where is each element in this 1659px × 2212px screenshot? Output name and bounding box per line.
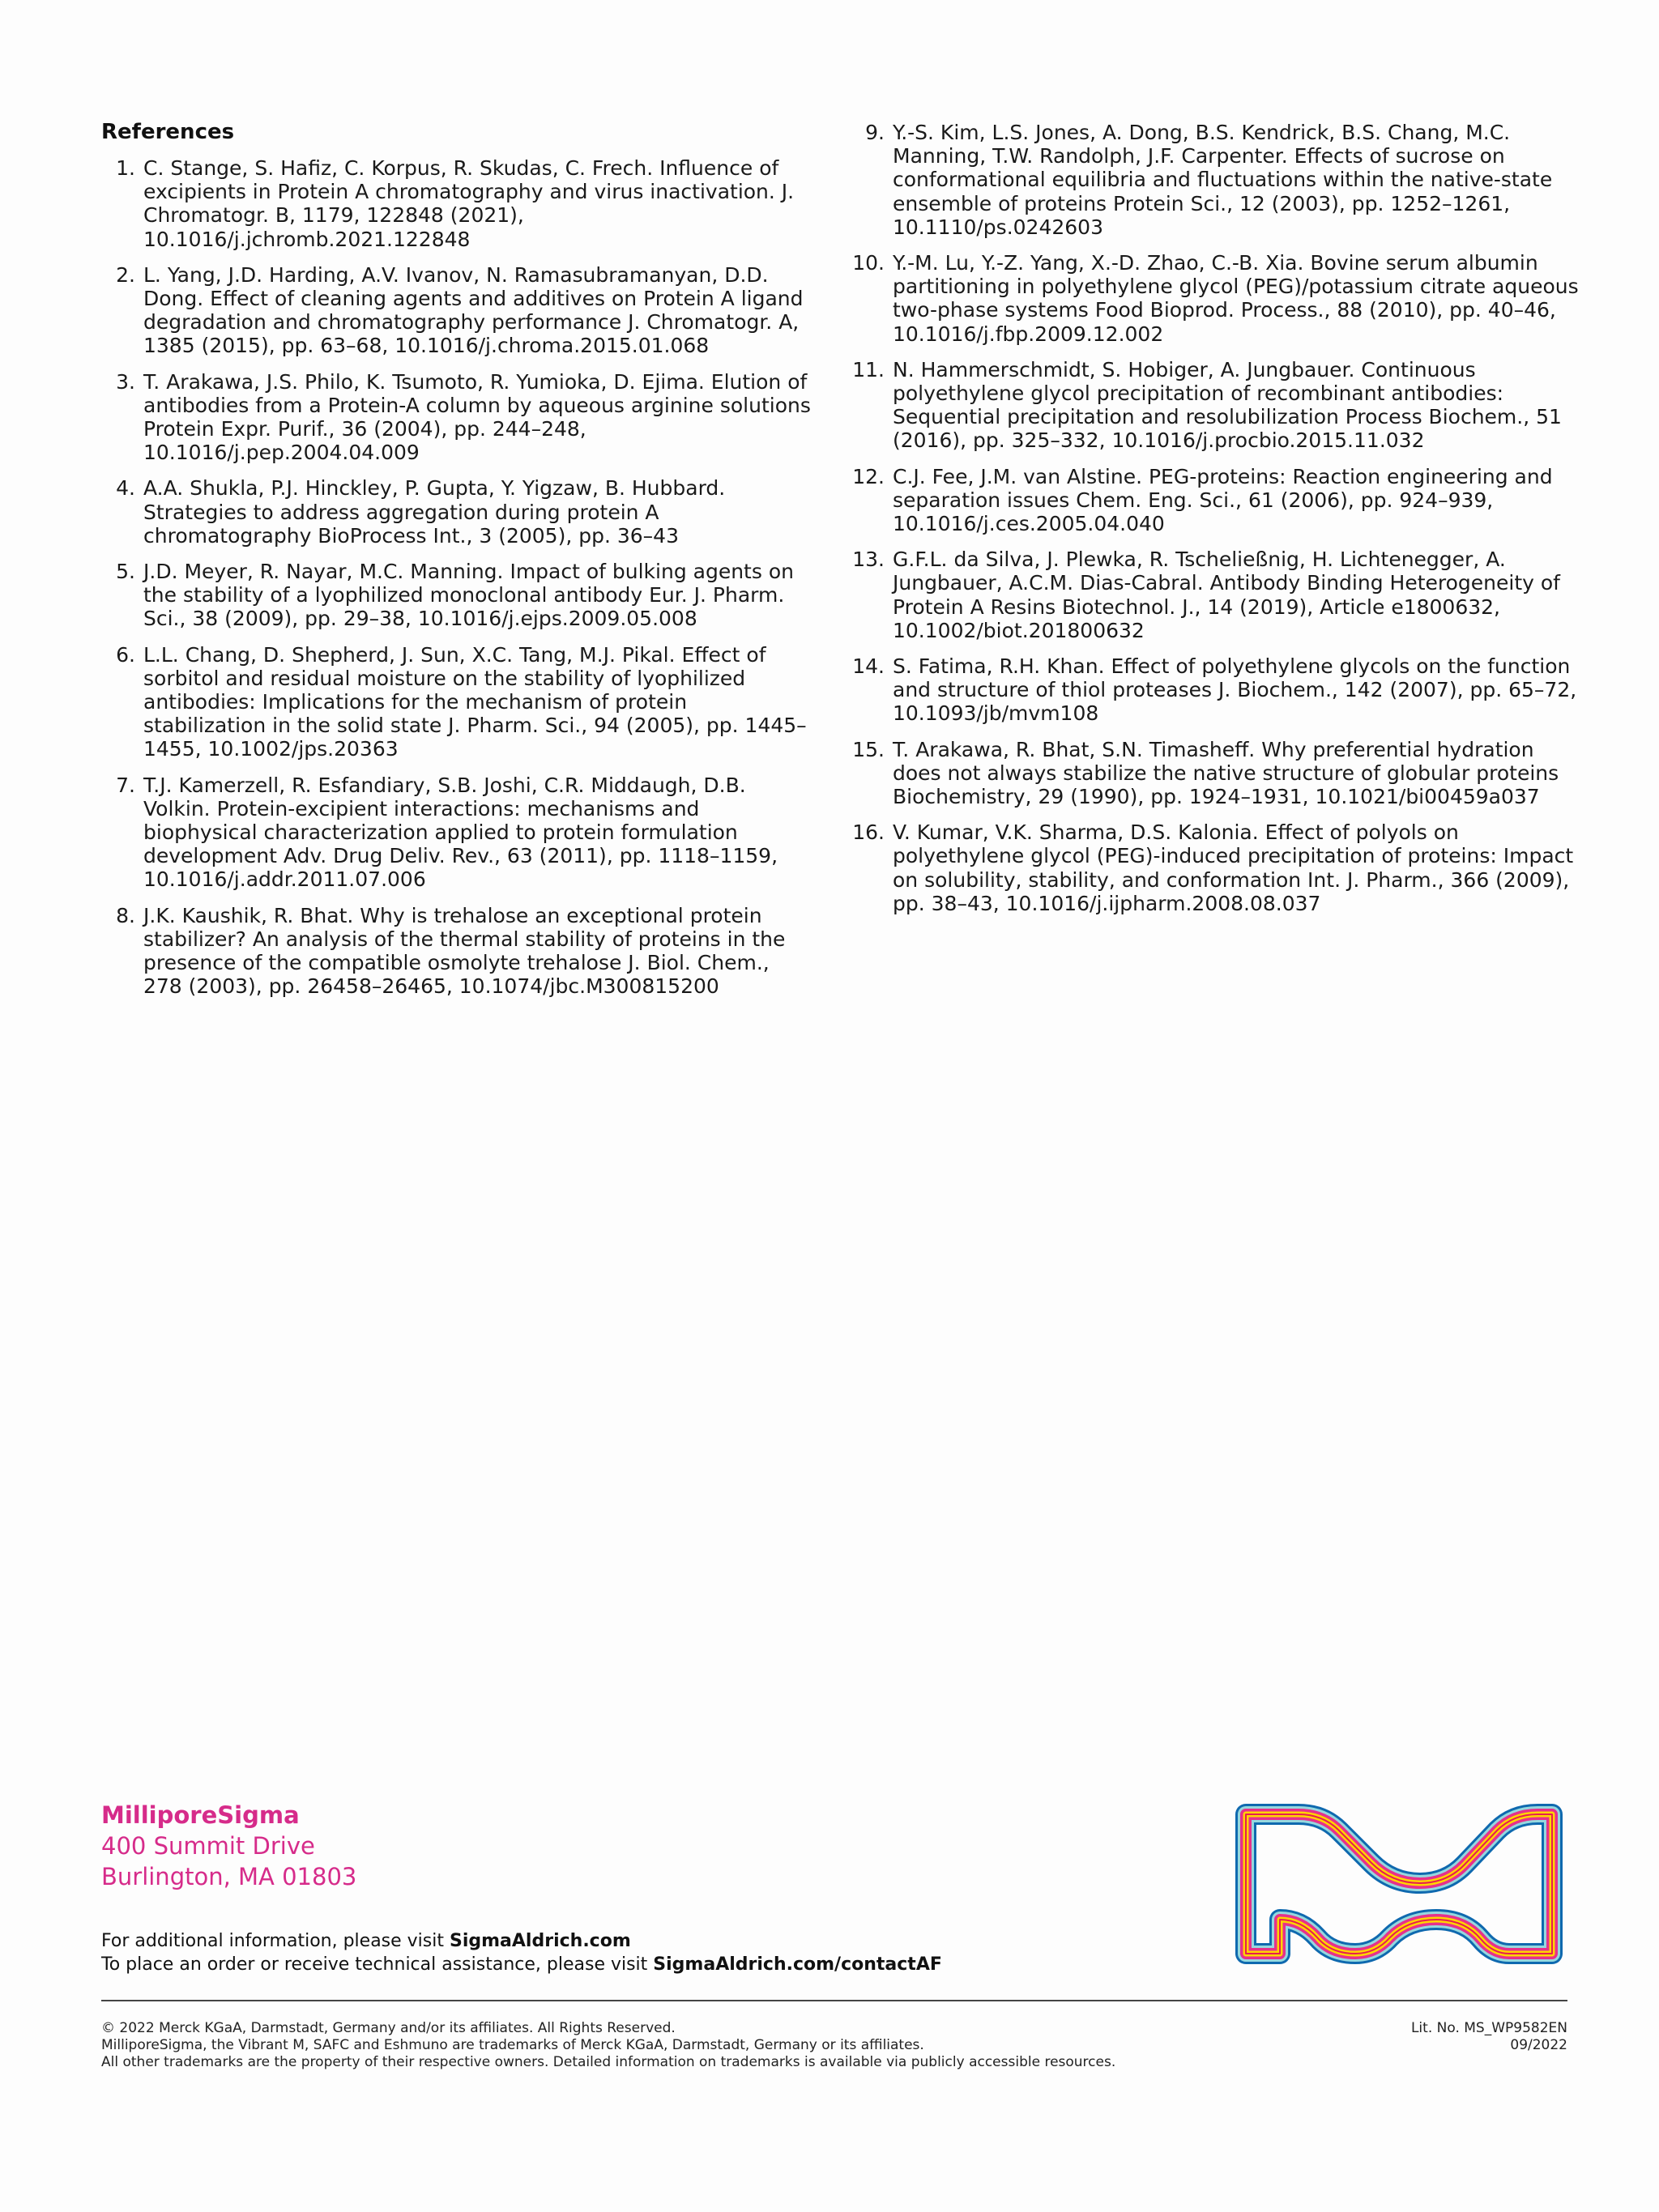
reference-number: 1. bbox=[116, 156, 135, 180]
reference-number: 3. bbox=[116, 369, 135, 394]
lit-number: Lit. No. MS_WP9582EN bbox=[1410, 2020, 1567, 2036]
reference-text: A.A. Shukla, P.J. Hinckley, P. Gupta, Y. Yigzaw, B. Hubbard. Strategies to address aggregation during protein A chromatography BioProcess Int., 3 (2005), pp. 36–43 bbox=[143, 476, 726, 548]
info-line-2 bbox=[101, 1953, 942, 1976]
address-block bbox=[101, 1800, 356, 1892]
contact-info bbox=[101, 1929, 942, 1976]
vibrant-m-logo-icon bbox=[1230, 1800, 1570, 1971]
reference-text: T. Arakawa, R. Bhat, S.N. Timasheff. Why preferential hydration does not always stabilize the native structure of globular proteins Biochemistry, 29 (1990), pp. 1924–1931, 10.1021/bi00459a037 bbox=[893, 737, 1559, 809]
reference-text: C.J. Fee, J.M. van Alstine. PEG-proteins: Reaction engineering and separation issues Chem. Eng. Sci., 61 (2006), pp. 924–939, 10.1016/j.ces.2005.04.040 bbox=[893, 464, 1553, 536]
reference-item bbox=[101, 560, 814, 631]
reference-text: G.F.L. da Silva, J. Plewka, R. Tscheließnig, H. Lichtenegger, A. Jungbauer, A.C.M. Dias-Cabral. Antibody Binding Heterogeneity of Protein A Resins Biotechnol. J., 14 (2019), Article e1800632, 10.1002/biot.201800632 bbox=[893, 548, 1560, 642]
lit-date: 09/2022 bbox=[1510, 2037, 1567, 2053]
reference-item bbox=[101, 904, 814, 999]
reference-number: 2. bbox=[116, 262, 135, 287]
legal-notice bbox=[101, 2020, 1115, 2071]
reference-number: 8. bbox=[116, 903, 135, 927]
reference-item bbox=[851, 738, 1580, 809]
reference-item bbox=[851, 121, 1580, 239]
website-link[interactable]: SigmaAldrich.com bbox=[450, 1931, 631, 1951]
reference-number: 14. bbox=[852, 654, 885, 679]
info-line-2-text: To place an order or receive technical assistance, please visit bbox=[101, 1954, 654, 1975]
reference-item bbox=[101, 156, 814, 251]
reference-number: 15. bbox=[852, 737, 885, 761]
reference-number: 4. bbox=[116, 476, 135, 501]
city-address: Burlington, MA 01803 bbox=[101, 1863, 357, 1890]
reference-number: 6. bbox=[116, 642, 135, 667]
company-name: MilliporeSigma bbox=[101, 1801, 300, 1829]
reference-text: J.K. Kaushik, R. Bhat. Why is trehalose an exceptional protein stabilizer? An analysis of the thermal stability of proteins in the presence of the compatible osmolyte trehalose J. Biol. Chem., 278 (2003), pp. 26458–26465, 10.1074/jbc.M300815200 bbox=[143, 903, 786, 999]
info-line-1 bbox=[101, 1929, 942, 1953]
references-list-right bbox=[851, 121, 1580, 927]
reference-number: 13. bbox=[852, 548, 885, 572]
reference-text: T. Arakawa, J.S. Philo, K. Tsumoto, R. Yumioka, D. Ejima. Elution of antibodies from a Protein-A column by aqueous arginine solutions Protein Expr. Purif., 36 (2004), pp. 244–248, 10.1016/j.pep.2004.04.009 bbox=[143, 369, 811, 465]
reference-item bbox=[851, 465, 1580, 536]
reference-text: V. Kumar, V.K. Sharma, D.S. Kalonia. Effect of polyols on polyethylene glycol (PEG)-induced precipitation of proteins: Impact on solubility, stability, and conformation Int. J. Pharm., 366 (2009), pp. 38–43, 10.1016/j.ijpharm.2008.08.037 bbox=[893, 820, 1574, 915]
reference-number: 7. bbox=[116, 773, 135, 797]
references-heading: References bbox=[101, 120, 235, 144]
reference-item bbox=[101, 774, 814, 892]
reference-item bbox=[851, 548, 1580, 642]
reference-item bbox=[101, 643, 814, 761]
reference-number: 16. bbox=[852, 820, 885, 845]
street-address: 400 Summit Drive bbox=[101, 1832, 315, 1860]
reference-number: 9. bbox=[865, 121, 885, 144]
copyright-line: © 2022 Merck KGaA, Darmstadt, Germany and/or its affiliates. All Rights Reserved. bbox=[101, 2020, 676, 2036]
references-list-left bbox=[101, 156, 814, 1011]
reference-number: 12. bbox=[852, 464, 885, 488]
reference-number: 5. bbox=[116, 560, 135, 584]
reference-number: 10. bbox=[852, 251, 885, 275]
reference-text: Y.-S. Kim, L.S. Jones, A. Dong, B.S. Kendrick, B.S. Chang, M.C. Manning, T.W. Randolph, J.F. Carpenter. Effects of sucrose on conformational equilibria and fluctuations within the native-state ensemble of proteins Protein Sci., 12 (2003), pp. 1252–1261, 10.1110/ps.0242603 bbox=[893, 121, 1553, 239]
info-line-1-text: For additional information, please visit bbox=[101, 1931, 450, 1951]
reference-item bbox=[851, 358, 1580, 453]
reference-text: C. Stange, S. Hafiz, C. Korpus, R. Skudas, C. Frech. Influence of excipients in Protein A chromatography and virus inactivation. J. Chromatogr. B, 1179, 122848 (2021), 10.1016/j.jchromb.2021.122848 bbox=[143, 156, 795, 251]
reference-text: Y.-M. Lu, Y.-Z. Yang, X.-D. Zhao, C.-B. Xia. Bovine serum albumin partitioning in polyethylene glycol (PEG)/potassium citrate aqueous two-phase systems Food Bioprod. Process., 88 (2010), pp. 40–46, 10.1016/j.fbp.2009.12.002 bbox=[893, 251, 1579, 346]
contact-link[interactable]: SigmaAldrich.com/contactAF bbox=[653, 1954, 942, 1975]
reference-item bbox=[101, 263, 814, 358]
reference-text: L.L. Chang, D. Shepherd, J. Sun, X.C. Tang, M.J. Pikal. Effect of sorbitol and residual moisture on the stability of lyophilized antibodies: Implications for the mechanism of protein stabilization in the solid state J. Pharm. Sci., 94 (2005), pp. 1445–1455, 10.1002/jps.20363 bbox=[143, 642, 807, 761]
other-trademarks-line: All other trademarks are the property of their respective owners. Detailed information on trademarks is available via publicly accessible resources. bbox=[101, 2054, 1116, 2070]
reference-text: L. Yang, J.D. Harding, A.V. Ivanov, N. Ramasubramanyan, D.D. Dong. Effect of cleaning agents and additives on Protein A ligand degradation and chromatography performance J. Chromatogr. A, 1385 (2015), pp. 63–68, 10.1016/j.chroma.2015.01.068 bbox=[143, 262, 804, 358]
reference-text: T.J. Kamerzell, R. Esfandiary, S.B. Joshi, C.R. Middaugh, D.B. Volkin. Protein-excipient interactions: mechanisms and biophysical characterization applied to protein formulation development Adv. Drug Deliv. Rev., 63 (2011), pp. 1118–1159, 10.1016/j.addr.2011.07.006 bbox=[143, 773, 778, 892]
reference-number: 11. bbox=[852, 357, 885, 381]
trademark-line: MilliporeSigma, the Vibrant M, SAFC and Eshmuno are trademarks of Merck KGaA, Darmstadt, Germany or its affiliates. bbox=[101, 2037, 924, 2053]
reference-text: N. Hammerschmidt, S. Hobiger, A. Jungbauer. Continuous polyethylene glycol precipitation of recombinant antibodies: Sequential precipitation and resolubilization Process Biochem., 51 (2016), pp. 325–332, 10.1016/j.procbio.2015.11.032 bbox=[893, 357, 1562, 453]
reference-text: J.D. Meyer, R. Nayar, M.C. Manning. Impact of bulking agents on the stability of a lyophilized monoclonal antibody Eur. J. Pharm. Sci., 38 (2009), pp. 29–38, 10.1016/j.ejps.2009.05.008 bbox=[143, 560, 794, 631]
reference-item bbox=[101, 476, 814, 548]
reference-item bbox=[851, 654, 1580, 726]
reference-item bbox=[101, 370, 814, 465]
footer-divider bbox=[101, 2000, 1567, 2001]
reference-text: S. Fatima, R.H. Khan. Effect of polyethylene glycols on the function and structure of thiol proteases J. Biochem., 142 (2007), pp. 65–72, 10.1093/jb/mvm108 bbox=[893, 654, 1577, 726]
reference-item bbox=[851, 820, 1580, 915]
literature-info bbox=[1411, 2020, 1567, 2054]
reference-item bbox=[851, 251, 1580, 346]
